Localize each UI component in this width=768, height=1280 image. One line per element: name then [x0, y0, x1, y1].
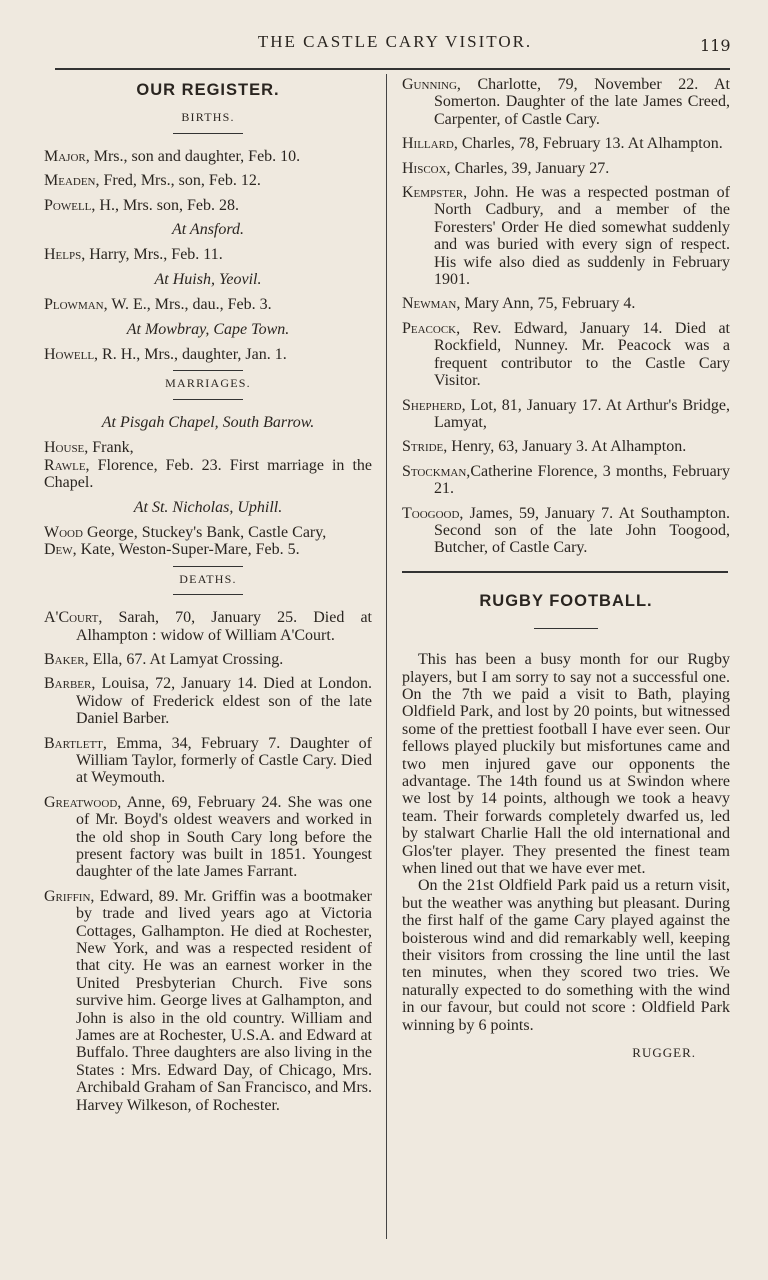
birth-place: At Mowbray, Cape Town.: [126, 320, 290, 338]
death-entry: Gunning, Charlotte, 79, November 22. At Somerton. Daughter of the late James Creed, Carpenter, of Castle Cary.: [402, 76, 730, 128]
marriage-entry: Dew, Kate, Weston-Super-Mare, Feb. 5.: [44, 541, 300, 559]
birth-entry: Howell, R. H., Mrs., daughter, Jan. 1.: [44, 346, 287, 364]
births-rule: [173, 133, 243, 134]
marriage-entry: Wood George, Stuckey's Bank, Castle Cary,: [44, 523, 327, 541]
death-entry: Stride, Henry, 63, January 3. At Alhampton.: [402, 438, 687, 456]
birth-entry: Plowman, W. E., Mrs., dau., Feb. 3.: [44, 296, 272, 314]
marriage-place: At St. Nicholas, Uphill.: [133, 498, 283, 516]
deaths-heading: DEATHS.: [179, 571, 237, 586]
marriage-place: At Pisgah Chapel, South Barrow.: [101, 413, 315, 431]
birth-entry: Meaden, Fred, Mrs., son, Feb. 12.: [44, 172, 261, 190]
rugby-paragraph: On the 21st Oldfield Park paid us a return visit, but the weather was anything but pleasant. During the first half of the game Cary played against the boisterous wind and did remarkably well, keeping their visitors from crossing the line until the last ten minutes, when they scored two tries. We naturally expected to do something with the wind in our favour, but could not score : Oldfield Park winning by 6 points.: [402, 877, 730, 1034]
marriage-entry: Rawle, Florence, Feb. 23. First marriage in the Chapel.: [44, 456, 372, 492]
header-rule: [55, 68, 730, 70]
rugby-title: RUGBY FOOTBALL.: [479, 591, 653, 610]
death-entry: Newman, Mary Ann, 75, February 4.: [402, 295, 636, 313]
birth-entry: Major, Mrs., son and daughter, Feb. 10.: [44, 147, 301, 165]
marriages-rule: [173, 399, 243, 400]
rugby-paragraph: This has been a busy month for our Rugby players, but I am sorry to say not a successful one. On the 7th we paid a visit to Bath, playing Oldfield Park, and lost by 20 points, but witnessed some of the prettiest football I have ever seen. Our fellows played pluckily but misfortunes came and two men injured gave our opponents the advantage. The 14th found us at Swindon where we lost by 14 points, although we took a heavy team. Their forwards completely dwarfed us, led by stalwart Charlie Hall the old international and Glos'ter player. They presented the finest team when lined out that we have ever met.: [402, 651, 730, 878]
marriages-rule-top: [173, 370, 243, 371]
birth-place: At Huish, Yeovil.: [154, 270, 262, 288]
death-entry: Stockman,Catherine Florence, 3 months, February 21.: [402, 462, 730, 498]
death-entry: Shepherd, Lot, 81, January 17. At Arthur's Bridge, Lamyat,: [402, 396, 730, 431]
rugby-rule: [534, 628, 598, 629]
death-entry: A'Court, Sarah, 70, January 25. Died at Alhampton : widow of William A'Court.: [44, 609, 372, 644]
right-column: [402, 76, 730, 1062]
page-number: 119: [700, 36, 731, 55]
death-entry: Kempster, John. He was a respected postman of North Cadbury, and a member of the Foresters' Order He died somewhat suddenly and was buried with every sign of respect. His wife also died as suddenly in February 1901.: [402, 184, 730, 289]
death-entry: Griffin, Edward, 89. Mr. Griffin was a bootmaker by trade and lived years ago at Victoria Cottages, Galhampton. He died at Rochester, New York, and was a respected resident of that city. He was an earnest worker in the United Presbyterian Church. Five sons survive him. George lives at Galhampton, and John is also in the old country. William and James are at Rochester, U.S.A. and Edward at Buffalo. Three daughters are also living in the States : Mrs. Edward Day, of Chicago, Mrs. Archibald Graham of San Francisco, and Mrs. Harvey Wilkeson, of Rochester.: [44, 887, 372, 1114]
rugby-signature: RUGGER.: [632, 1045, 696, 1061]
death-entry: Greatwood, Anne, 69, February 24. She was one of Mr. Boyd's oldest weavers and worked in the old shop in South Cary long before the present factory was built in 1851. Youngest daughter of the late James Farrant.: [44, 793, 372, 881]
death-entry: Baker, Ella, 67. At Lamyat Crossing.: [44, 650, 284, 668]
birth-entry: Helps, Harry, Mrs., Feb. 11.: [44, 246, 223, 264]
birth-place: At Ansford.: [171, 221, 244, 239]
death-entry: Peacock, Rev. Edward, January 14. Died at Rockfield, Nunney. Mr. Peacock was a frequent contributor to the Castle Cary Visitor.: [402, 319, 730, 390]
register-title: OUR REGISTER.: [136, 81, 280, 99]
marriage-entry: House, Frank,: [44, 439, 134, 457]
births-heading: BIRTHS.: [181, 110, 235, 125]
deaths-rule: [173, 594, 243, 595]
column-divider: [386, 74, 387, 1239]
death-entry: Hillard, Charles, 78, February 13. At Alhampton.: [402, 135, 723, 153]
death-entry: Toogood, James, 59, January 7. At Southampton. Second son of the late John Toogood, Butcher, of Castle Cary.: [402, 504, 730, 557]
left-column: [44, 76, 372, 1121]
birth-entry: Powell, H., Mrs. son, Feb. 28.: [44, 196, 239, 214]
death-entry: Barber, Louisa, 72, January 14. Died at London. Widow of Frederick eldest son of the late Daniel Barber.: [44, 675, 372, 728]
death-entry: Hiscox, Charles, 39, January 27.: [402, 159, 610, 177]
running-title: THE CASTLE CARY VISITOR.: [257, 32, 533, 51]
deaths-rule-top: [173, 566, 243, 567]
marriages-heading: MARRIAGES.: [165, 376, 251, 391]
section-divider: [402, 571, 728, 573]
death-entry: Bartlett, Emma, 34, February 7. Daughter of William Taylor, formerly of Castle Cary. Died at Weymouth.: [44, 734, 372, 787]
